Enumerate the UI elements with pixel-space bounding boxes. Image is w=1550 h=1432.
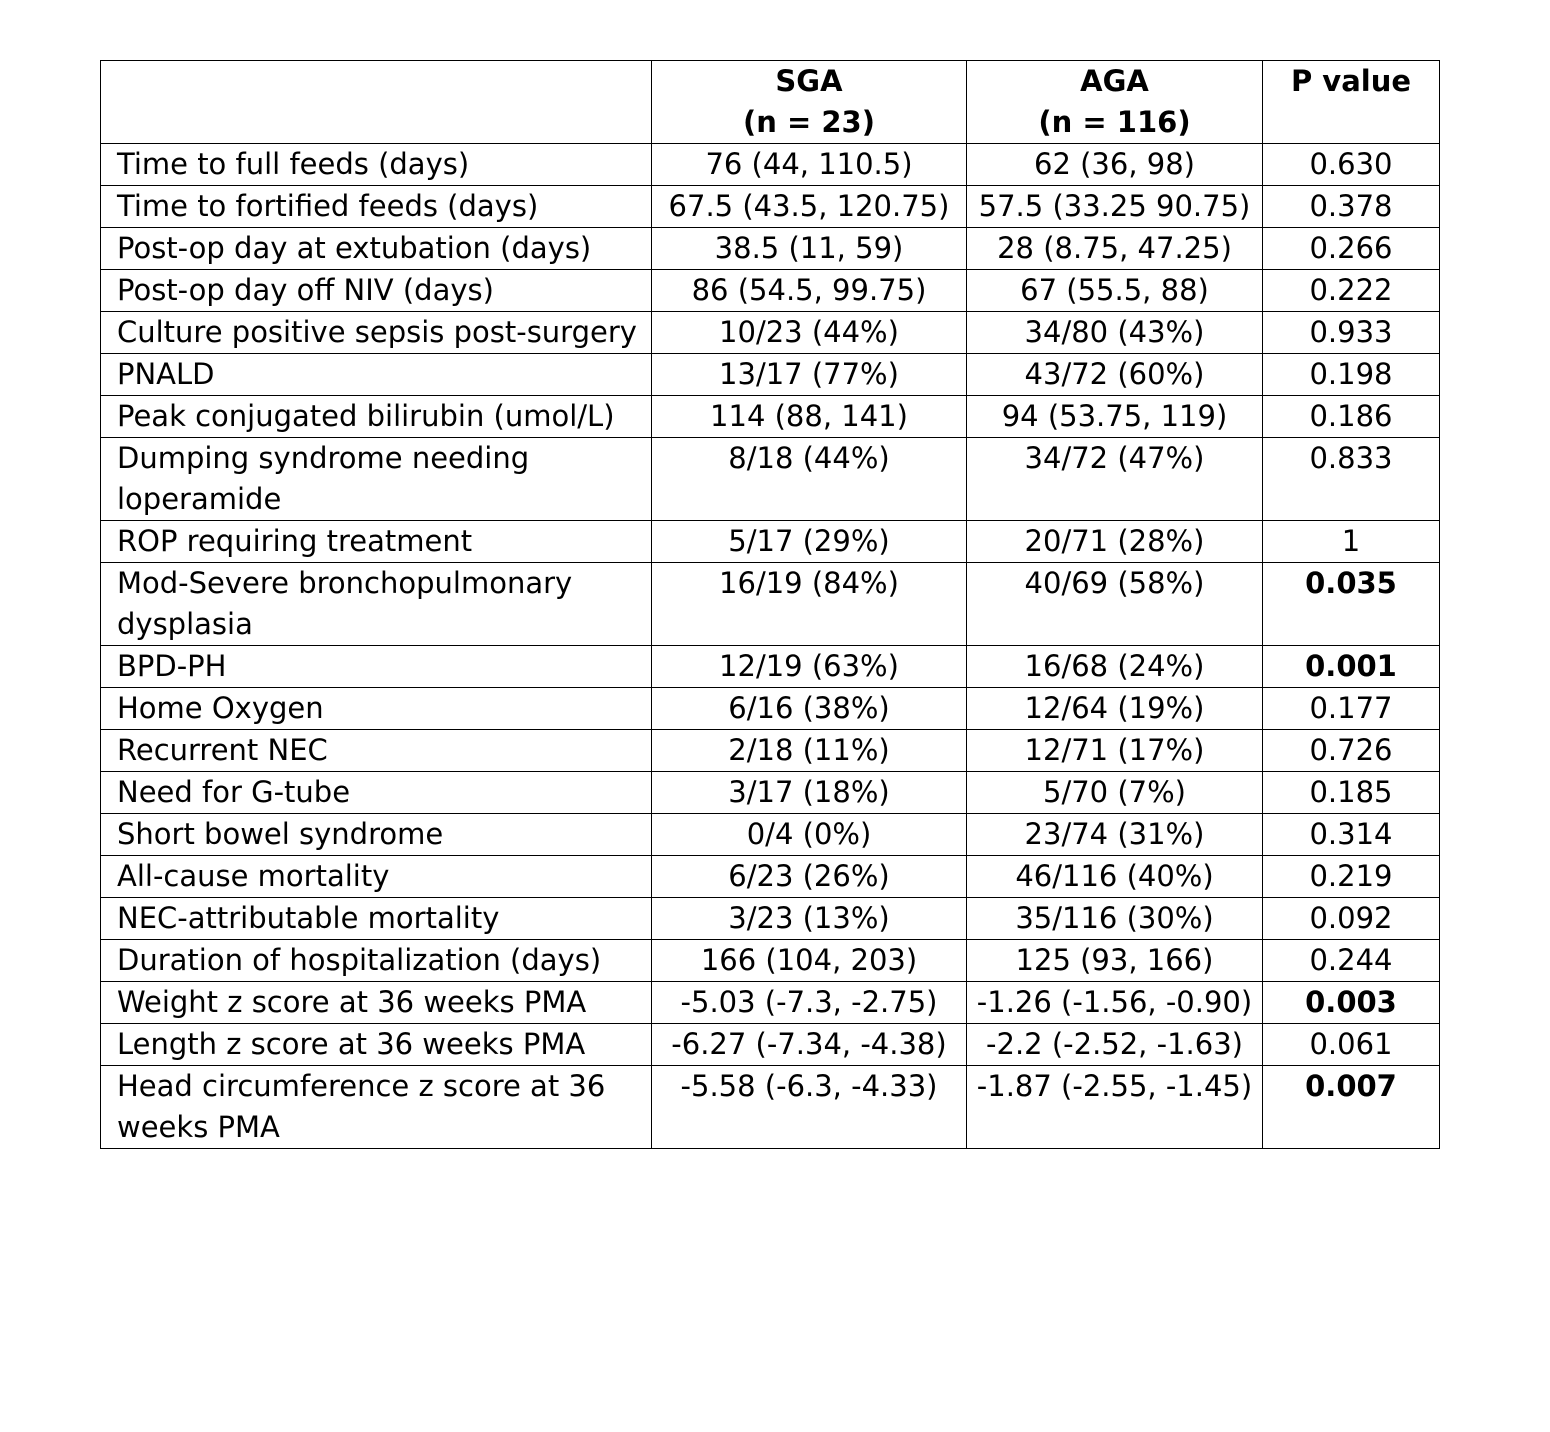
header-aga-title: AGA xyxy=(1080,64,1149,98)
p-value: 0.061 xyxy=(1263,1024,1440,1066)
aga-value: -1.26 (-1.56, -0.90) xyxy=(967,982,1263,1024)
aga-value: 34/80 (43%) xyxy=(967,312,1263,354)
table-row xyxy=(101,856,1440,898)
sga-value: 38.5 (11, 59) xyxy=(652,228,967,270)
row-label: Time to fortified feeds (days) xyxy=(101,186,652,228)
p-value: 0.833 xyxy=(1263,438,1440,521)
row-label: NEC-attributable mortality xyxy=(101,898,652,940)
p-value: 0.222 xyxy=(1263,270,1440,312)
p-value: 1 xyxy=(1263,521,1440,563)
row-label: Mod-Severe bronchopulmonary dysplasia xyxy=(101,563,652,646)
aga-value: 46/116 (40%) xyxy=(967,856,1263,898)
sga-value: 67.5 (43.5, 120.75) xyxy=(652,186,967,228)
row-label: Head circumference z score at 36 weeks PMA xyxy=(101,1066,652,1149)
aga-value: 43/72 (60%) xyxy=(967,354,1263,396)
aga-value: -2.2 (-2.52, -1.63) xyxy=(967,1024,1263,1066)
table-row xyxy=(101,940,1440,982)
aga-value: 62 (36, 98) xyxy=(967,144,1263,186)
table-row xyxy=(101,772,1440,814)
sga-value: 86 (54.5, 99.75) xyxy=(652,270,967,312)
header-p-value xyxy=(1263,61,1440,144)
row-label: All-cause mortality xyxy=(101,856,652,898)
aga-value: 16/68 (24%) xyxy=(967,646,1263,688)
p-value: 0.186 xyxy=(1263,396,1440,438)
sga-value: -5.58 (-6.3, -4.33) xyxy=(652,1066,967,1149)
table-row xyxy=(101,688,1440,730)
row-label: Dumping syndrome needing loperamide xyxy=(101,438,652,521)
p-value: 0.035 xyxy=(1263,563,1440,646)
row-label: Length z score at 36 weeks PMA xyxy=(101,1024,652,1066)
sga-value: -5.03 (-7.3, -2.75) xyxy=(652,982,967,1024)
row-label: Peak conjugated bilirubin (umol/L) xyxy=(101,396,652,438)
sga-value: 114 (88, 141) xyxy=(652,396,967,438)
table-row xyxy=(101,1024,1440,1066)
table-row xyxy=(101,438,1440,521)
table-row xyxy=(101,312,1440,354)
p-value: 0.726 xyxy=(1263,730,1440,772)
p-value: 0.314 xyxy=(1263,814,1440,856)
table-row xyxy=(101,354,1440,396)
p-value: 0.630 xyxy=(1263,144,1440,186)
p-value: 0.003 xyxy=(1263,982,1440,1024)
p-value: 0.266 xyxy=(1263,228,1440,270)
table-row xyxy=(101,270,1440,312)
sga-value: -6.27 (-7.34, -4.38) xyxy=(652,1024,967,1066)
aga-value: 28 (8.75, 47.25) xyxy=(967,228,1263,270)
aga-value: 23/74 (31%) xyxy=(967,814,1263,856)
table-row xyxy=(101,1066,1440,1149)
sga-value: 8/18 (44%) xyxy=(652,438,967,521)
p-value: 0.378 xyxy=(1263,186,1440,228)
sga-value: 16/19 (84%) xyxy=(652,563,967,646)
sga-value: 76 (44, 110.5) xyxy=(652,144,967,186)
table-body xyxy=(101,144,1440,1149)
table-row xyxy=(101,646,1440,688)
table-row xyxy=(101,144,1440,186)
sga-value: 2/18 (11%) xyxy=(652,730,967,772)
row-label: ROP requiring treatment xyxy=(101,521,652,563)
row-label: BPD-PH xyxy=(101,646,652,688)
header-sga-n: (n = 23) xyxy=(742,105,875,139)
table-row xyxy=(101,730,1440,772)
row-label: Short bowel syndrome xyxy=(101,814,652,856)
header-sga xyxy=(652,61,967,144)
row-label: Culture positive sepsis post-surgery xyxy=(101,312,652,354)
sga-value: 3/17 (18%) xyxy=(652,772,967,814)
aga-value: -1.87 (-2.55, -1.45) xyxy=(967,1066,1263,1149)
header-aga-n: (n = 116) xyxy=(1038,105,1191,139)
row-label: PNALD xyxy=(101,354,652,396)
aga-value: 40/69 (58%) xyxy=(967,563,1263,646)
sga-value: 6/16 (38%) xyxy=(652,688,967,730)
header-row xyxy=(101,61,1440,144)
table-row xyxy=(101,982,1440,1024)
row-label: Duration of hospitalization (days) xyxy=(101,940,652,982)
p-value: 0.177 xyxy=(1263,688,1440,730)
row-label: Time to full feeds (days) xyxy=(101,144,652,186)
header-p-title: P value xyxy=(1290,64,1412,98)
table-row xyxy=(101,396,1440,438)
sga-value: 166 (104, 203) xyxy=(652,940,967,982)
table-row xyxy=(101,563,1440,646)
sga-value: 6/23 (26%) xyxy=(652,856,967,898)
sga-value: 0/4 (0%) xyxy=(652,814,967,856)
table-row xyxy=(101,898,1440,940)
p-value: 0.198 xyxy=(1263,354,1440,396)
header-aga xyxy=(967,61,1263,144)
row-label: Weight z score at 36 weeks PMA xyxy=(101,982,652,1024)
p-value: 0.219 xyxy=(1263,856,1440,898)
aga-value: 20/71 (28%) xyxy=(967,521,1263,563)
outcomes-table xyxy=(100,60,1440,1149)
aga-value: 35/116 (30%) xyxy=(967,898,1263,940)
aga-value: 34/72 (47%) xyxy=(967,438,1263,521)
table-row xyxy=(101,186,1440,228)
row-label: Need for G-tube xyxy=(101,772,652,814)
sga-value: 10/23 (44%) xyxy=(652,312,967,354)
header-sga-title: SGA xyxy=(775,64,843,98)
p-value: 0.933 xyxy=(1263,312,1440,354)
aga-value: 94 (53.75, 119) xyxy=(967,396,1263,438)
sga-value: 5/17 (29%) xyxy=(652,521,967,563)
sga-value: 12/19 (63%) xyxy=(652,646,967,688)
p-value: 0.001 xyxy=(1263,646,1440,688)
p-value: 0.092 xyxy=(1263,898,1440,940)
row-label: Recurrent NEC xyxy=(101,730,652,772)
table-row xyxy=(101,228,1440,270)
table-row xyxy=(101,521,1440,563)
aga-value: 12/71 (17%) xyxy=(967,730,1263,772)
p-value: 0.185 xyxy=(1263,772,1440,814)
row-label: Post-op day at extubation (days) xyxy=(101,228,652,270)
aga-value: 12/64 (19%) xyxy=(967,688,1263,730)
sga-value: 13/17 (77%) xyxy=(652,354,967,396)
table-row xyxy=(101,814,1440,856)
aga-value: 125 (93, 166) xyxy=(967,940,1263,982)
row-label: Home Oxygen xyxy=(101,688,652,730)
sga-value: 3/23 (13%) xyxy=(652,898,967,940)
p-value: 0.244 xyxy=(1263,940,1440,982)
aga-value: 67 (55.5, 88) xyxy=(967,270,1263,312)
p-value: 0.007 xyxy=(1263,1066,1440,1149)
header-blank-cell xyxy=(101,61,652,144)
aga-value: 57.5 (33.25 90.75) xyxy=(967,186,1263,228)
aga-value: 5/70 (7%) xyxy=(967,772,1263,814)
row-label: Post-op day off NIV (days) xyxy=(101,270,652,312)
